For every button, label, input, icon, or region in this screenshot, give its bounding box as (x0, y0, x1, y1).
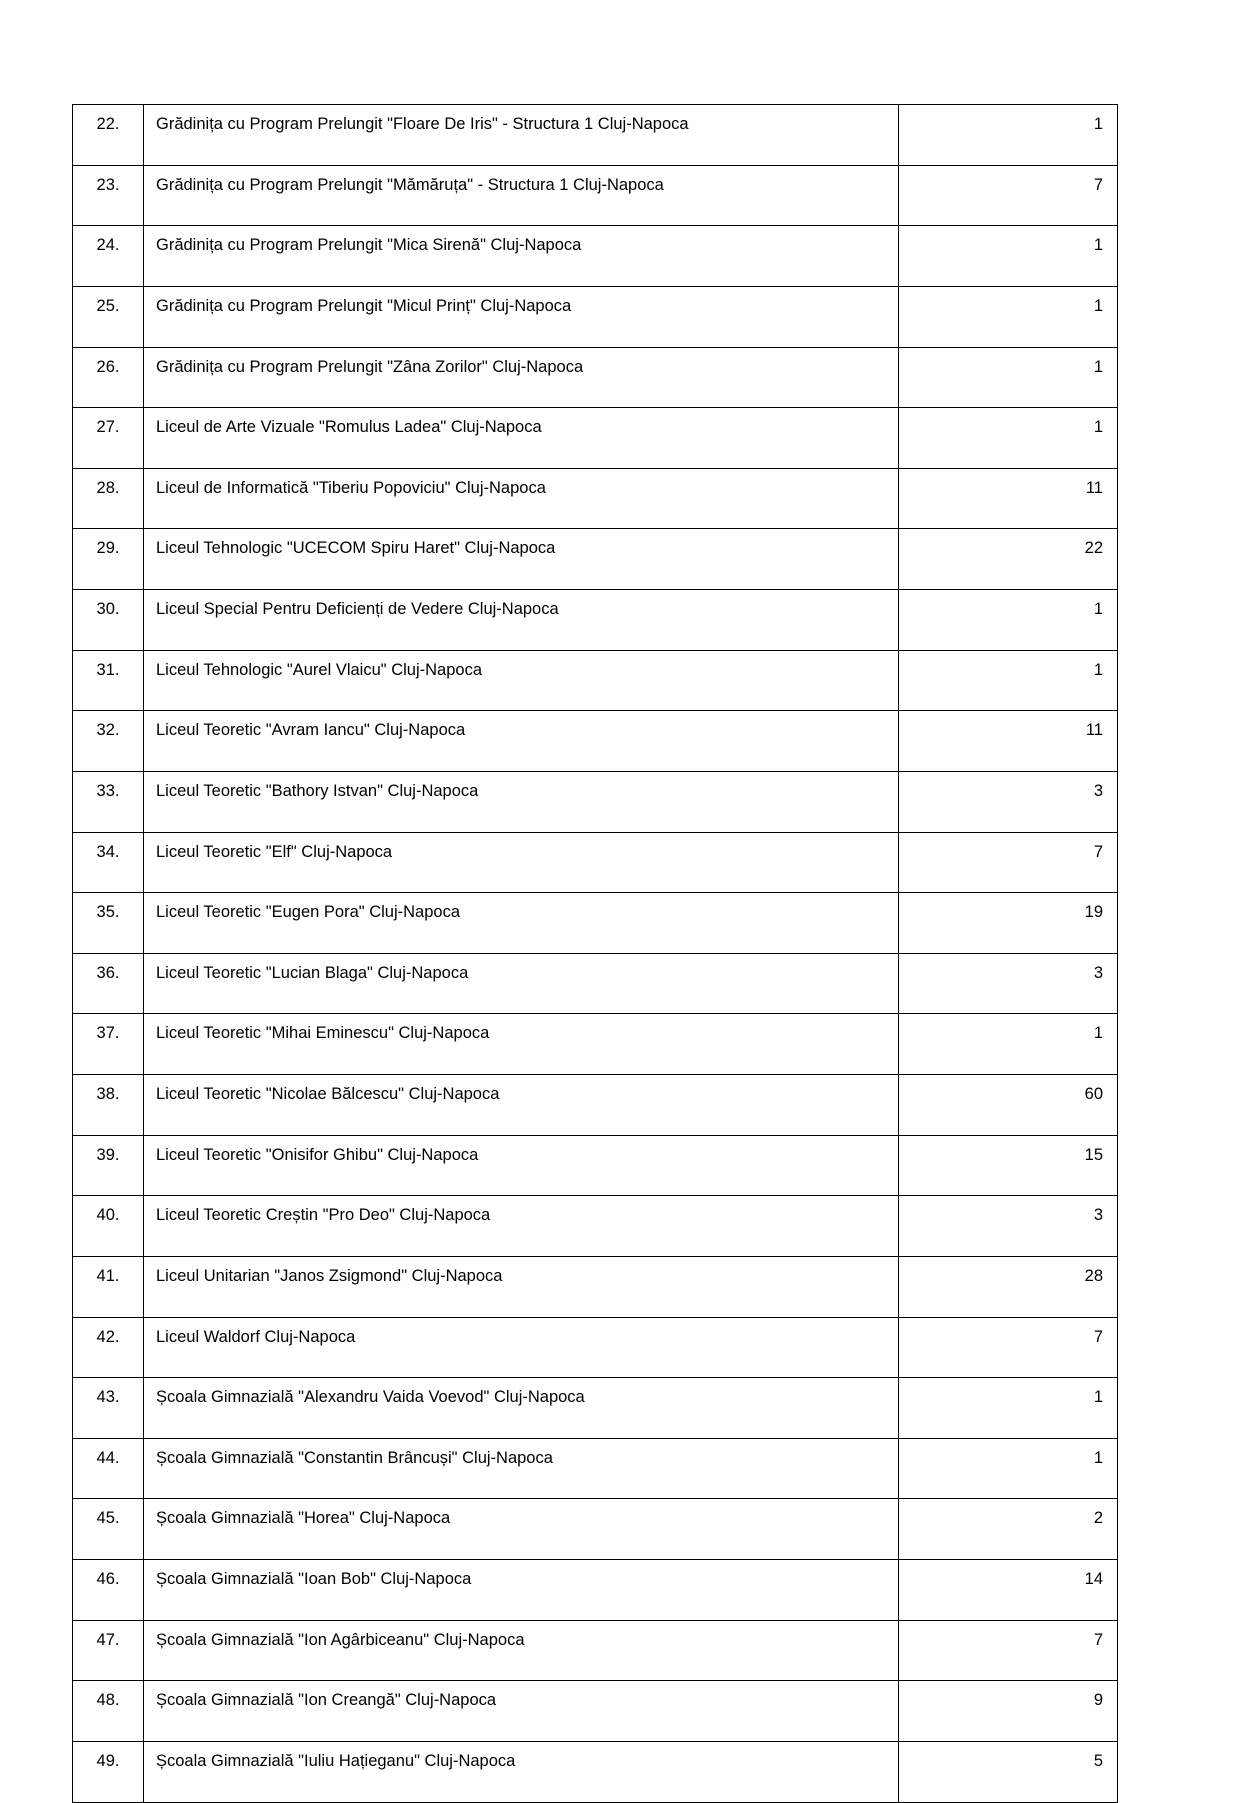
table-row (73, 1741, 1118, 1802)
school-name-cell: Liceul Teoretic "Avram Iancu" Cluj-Napoca (144, 711, 899, 772)
school-name-cell: Liceul Special Pentru Deficienți de Vedere Cluj-Napoca (144, 590, 899, 651)
count-cell: 3 (899, 953, 1118, 1014)
row-index-cell: 30. (73, 590, 144, 651)
table-row (73, 1438, 1118, 1499)
count-cell: 3 (899, 1196, 1118, 1257)
school-name-cell: Școala Gimnazială "Alexandru Vaida Voevod" Cluj-Napoca (144, 1378, 899, 1439)
count-cell: 1 (899, 650, 1118, 711)
table-row (73, 771, 1118, 832)
row-index-cell: 40. (73, 1196, 144, 1257)
row-index-cell: 36. (73, 953, 144, 1014)
table-row (73, 165, 1118, 226)
row-index-cell: 39. (73, 1135, 144, 1196)
table-row (73, 711, 1118, 772)
school-name-cell: Liceul de Informatică "Tiberiu Popoviciu" Cluj-Napoca (144, 468, 899, 529)
row-index-cell: 46. (73, 1560, 144, 1621)
table-row (73, 1317, 1118, 1378)
row-index-cell: 22. (73, 105, 144, 166)
count-cell: 1 (899, 226, 1118, 287)
count-cell: 1 (899, 590, 1118, 651)
row-index-cell: 29. (73, 529, 144, 590)
table-row (73, 468, 1118, 529)
count-cell: 1 (899, 1438, 1118, 1499)
row-index-cell: 44. (73, 1438, 144, 1499)
table-row (73, 1560, 1118, 1621)
table-row (73, 893, 1118, 954)
school-name-cell: Liceul Waldorf Cluj-Napoca (144, 1317, 899, 1378)
count-cell: 7 (899, 1620, 1118, 1681)
count-cell: 14 (899, 1560, 1118, 1621)
count-cell: 2 (899, 1499, 1118, 1560)
row-index-cell: 32. (73, 711, 144, 772)
table-row (73, 1135, 1118, 1196)
table-row (73, 105, 1118, 166)
row-index-cell: 28. (73, 468, 144, 529)
count-cell: 1 (899, 408, 1118, 469)
row-index-cell: 45. (73, 1499, 144, 1560)
school-name-cell: Liceul Teoretic "Lucian Blaga" Cluj-Napoca (144, 953, 899, 1014)
count-cell: 5 (899, 1741, 1118, 1802)
school-name-cell: Liceul Teoretic "Mihai Eminescu" Cluj-Napoca (144, 1014, 899, 1075)
count-cell: 22 (899, 529, 1118, 590)
table-body (73, 105, 1118, 1803)
table-row (73, 226, 1118, 287)
school-name-cell: Școala Gimnazială "Ioan Bob" Cluj-Napoca (144, 1560, 899, 1621)
school-name-cell: Liceul Teoretic Creștin "Pro Deo" Cluj-Napoca (144, 1196, 899, 1257)
row-index-cell: 42. (73, 1317, 144, 1378)
school-name-cell: Liceul Teoretic "Eugen Pora" Cluj-Napoca (144, 893, 899, 954)
school-name-cell: Liceul Teoretic "Bathory Istvan" Cluj-Napoca (144, 771, 899, 832)
row-index-cell: 25. (73, 286, 144, 347)
row-index-cell: 33. (73, 771, 144, 832)
table-row (73, 650, 1118, 711)
count-cell: 7 (899, 1317, 1118, 1378)
table-row (73, 1075, 1118, 1136)
row-index-cell: 43. (73, 1378, 144, 1439)
table-row (73, 1014, 1118, 1075)
table-row (73, 1378, 1118, 1439)
table-row (73, 1620, 1118, 1681)
count-cell: 1 (899, 1378, 1118, 1439)
row-index-cell: 23. (73, 165, 144, 226)
table-row (73, 347, 1118, 408)
table-row (73, 832, 1118, 893)
row-index-cell: 27. (73, 408, 144, 469)
school-name-cell: Liceul Teoretic "Elf" Cluj-Napoca (144, 832, 899, 893)
table-row (73, 590, 1118, 651)
count-cell: 19 (899, 893, 1118, 954)
count-cell: 3 (899, 771, 1118, 832)
count-cell: 1 (899, 1014, 1118, 1075)
row-index-cell: 38. (73, 1075, 144, 1136)
school-name-cell: Școala Gimnazială "Ion Agârbiceanu" Cluj-Napoca (144, 1620, 899, 1681)
table-row (73, 1681, 1118, 1742)
count-cell: 1 (899, 286, 1118, 347)
row-index-cell: 37. (73, 1014, 144, 1075)
row-index-cell: 48. (73, 1681, 144, 1742)
table-row (73, 529, 1118, 590)
count-cell: 1 (899, 105, 1118, 166)
school-name-cell: Școala Gimnazială "Horea" Cluj-Napoca (144, 1499, 899, 1560)
school-name-cell: Liceul Tehnologic "UCECOM Spiru Haret" Cluj-Napoca (144, 529, 899, 590)
school-name-cell: Grădinița cu Program Prelungit "Floare De Iris" - Structura 1 Cluj-Napoca (144, 105, 899, 166)
table-row (73, 1499, 1118, 1560)
count-cell: 28 (899, 1256, 1118, 1317)
table-row (73, 1256, 1118, 1317)
row-index-cell: 26. (73, 347, 144, 408)
count-cell: 60 (899, 1075, 1118, 1136)
school-name-cell: Grădinița cu Program Prelungit "Mica Sirenă" Cluj-Napoca (144, 226, 899, 287)
count-cell: 7 (899, 165, 1118, 226)
school-listing-table (72, 104, 1118, 1803)
school-name-cell: Grădinița cu Program Prelungit "Zâna Zorilor" Cluj-Napoca (144, 347, 899, 408)
row-index-cell: 34. (73, 832, 144, 893)
table-row (73, 286, 1118, 347)
count-cell: 7 (899, 832, 1118, 893)
count-cell: 11 (899, 468, 1118, 529)
count-cell: 11 (899, 711, 1118, 772)
count-cell: 1 (899, 347, 1118, 408)
school-name-cell: Școala Gimnazială "Iuliu Hațieganu" Cluj-Napoca (144, 1741, 899, 1802)
school-name-cell: Școala Gimnazială "Constantin Brâncuși" Cluj-Napoca (144, 1438, 899, 1499)
count-cell: 15 (899, 1135, 1118, 1196)
school-name-cell: Liceul Unitarian "Janos Zsigmond" Cluj-Napoca (144, 1256, 899, 1317)
school-name-cell: Liceul Teoretic "Nicolae Bălcescu" Cluj-Napoca (144, 1075, 899, 1136)
row-index-cell: 41. (73, 1256, 144, 1317)
school-name-cell: Școala Gimnazială "Ion Creangă" Cluj-Napoca (144, 1681, 899, 1742)
row-index-cell: 24. (73, 226, 144, 287)
school-name-cell: Grădinița cu Program Prelungit "Micul Prinț" Cluj-Napoca (144, 286, 899, 347)
school-name-cell: Grădinița cu Program Prelungit "Mămăruța" - Structura 1 Cluj-Napoca (144, 165, 899, 226)
row-index-cell: 49. (73, 1741, 144, 1802)
row-index-cell: 31. (73, 650, 144, 711)
school-name-cell: Liceul de Arte Vizuale "Romulus Ladea" Cluj-Napoca (144, 408, 899, 469)
school-name-cell: Liceul Teoretic "Onisifor Ghibu" Cluj-Napoca (144, 1135, 899, 1196)
row-index-cell: 35. (73, 893, 144, 954)
table-row (73, 953, 1118, 1014)
table-row (73, 408, 1118, 469)
row-index-cell: 47. (73, 1620, 144, 1681)
count-cell: 9 (899, 1681, 1118, 1742)
table-row (73, 1196, 1118, 1257)
school-name-cell: Liceul Tehnologic "Aurel Vlaicu" Cluj-Napoca (144, 650, 899, 711)
